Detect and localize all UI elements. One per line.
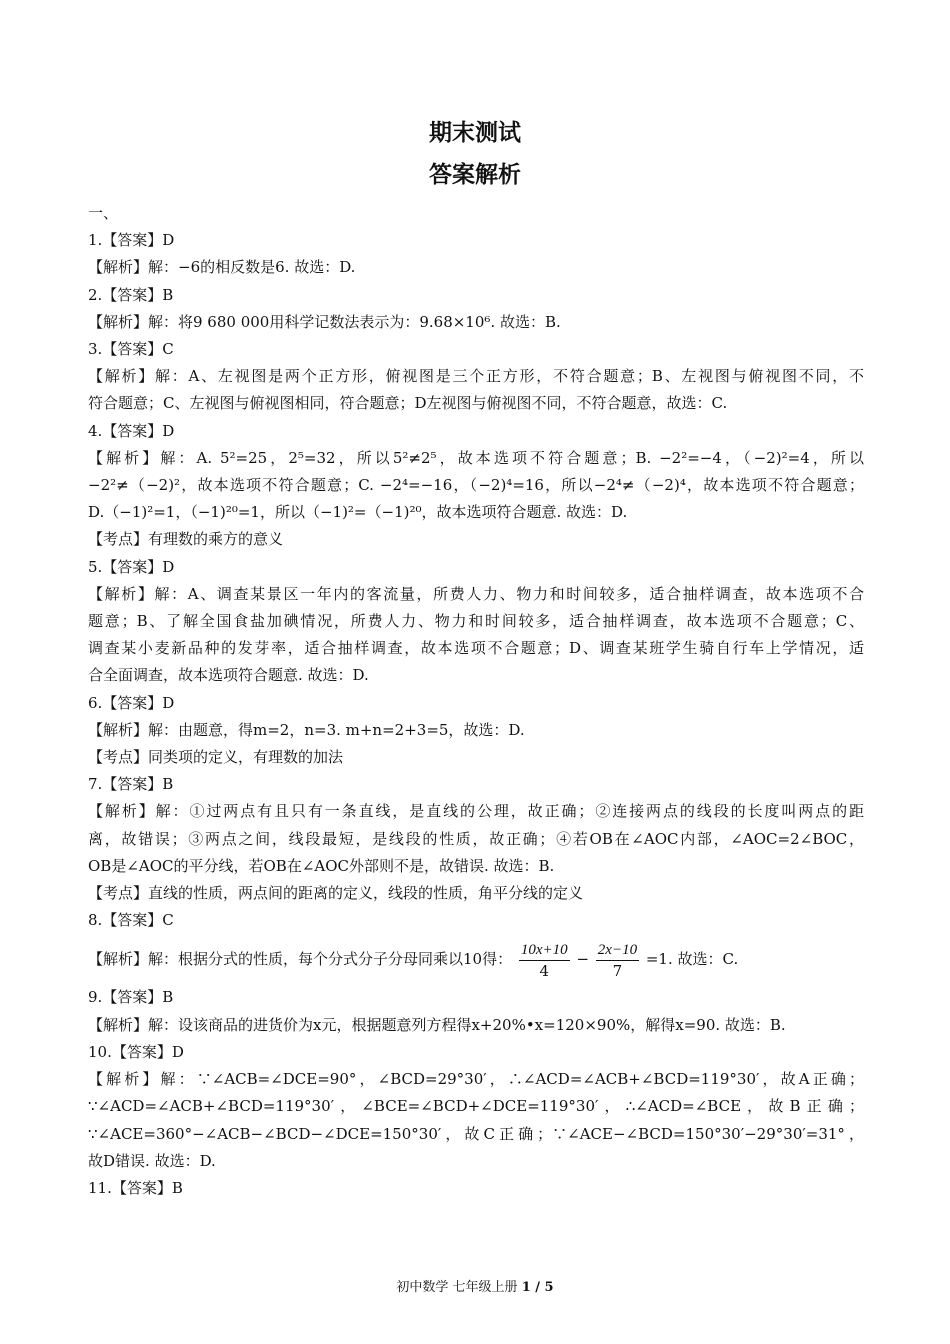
answer-content (88, 200, 864, 1202)
footer-page-number: 1 / 5 (521, 1280, 554, 1295)
fraction-1-numerator: 10x+10 (519, 940, 570, 961)
explanation-line: OB是∠AOC的平分线，若OB在∠AOC外部则不是，故错误. 故选：B. (88, 856, 555, 875)
page-footer (0, 1276, 950, 1295)
equation-tail: =1. 故选：C. (645, 950, 739, 969)
page-subtitle: 答案解析 (429, 162, 521, 188)
explanation-line: 【解析】解：A. 5²=25，2⁵=32，所以5²≠2⁵，故本选项不符合题意；B. −2²=−4，（−2)²=4，所以 (88, 448, 864, 467)
answer-line: 4.【答案】D (88, 421, 175, 440)
explanation-line: 【解析】解：①过两点有且只有一条直线，是直线的公理，故正确；②连接两点的线段的长度叫两点的距 (88, 802, 864, 821)
fraction-1-denominator: 4 (539, 961, 550, 980)
explanation-line: 题意；B、了解全国食盐加碘情况，所费人力、物力和时间较多，适合抽样调查，故本选项不合题意；C、 (88, 612, 864, 631)
answer-line: 5.【答案】D (88, 557, 175, 576)
explanation-line: 调查某小麦新品种的发芽率，适合抽样调查，故本选项不合题意；D、调查某班学生骑自行车上学情况，适 (88, 639, 864, 658)
answer-line: 8.【答案】C (88, 911, 174, 930)
explanation-line: ∵∠ACE=360°−∠ACB−∠BCD−∠DCE=150°30′，故C正确；∵∠ACE−∠BCD=150°30′−29°30′=31°， (88, 1124, 864, 1143)
explanation-text: 【解析】解：根据分式的性质，每个分式分子分母同乘以10得： (88, 950, 513, 969)
fraction-1 (519, 940, 570, 981)
answer-line: 7.【答案】B (88, 775, 174, 794)
footer-course: 初中数学 七年级上册 (396, 1280, 518, 1295)
page-title: 期末测试 (429, 120, 521, 146)
fraction-2-numerator: 2x−10 (596, 940, 639, 961)
explanation-line: 【解析】解：将9 680 000用科学记数法表示为：9.68×10⁶. 故选：B. (88, 312, 561, 331)
explanation-line: −2²≠（−2)²，故本选项不符合题意；C. −2⁴=−16，（−2)⁴=16，所以−2⁴≠（−2)⁴，故本选项不符合题意； (88, 476, 864, 495)
knowledge-point: 【考点】直线的性质，两点间的距离的定义，线段的性质，角平分线的定义 (88, 884, 584, 903)
fraction-2-denominator: 7 (612, 961, 623, 980)
explanation-line-fraction (88, 934, 864, 984)
explanation-line: 【解析】解：A、调查某景区一年内的客流量，所费人力、物力和时间较多，适合抽样调查，故本选项不合 (88, 584, 864, 603)
answer-line: 3.【答案】C (88, 340, 174, 359)
explanation-line: D.（−1)²=1，（−1)²⁰=1，所以（−1)²=（−1)²⁰，故本选项符合题意. 故选：D. (88, 503, 628, 522)
fraction-2 (596, 940, 639, 981)
knowledge-point: 【考点】有理数的乘方的意义 (88, 530, 284, 549)
explanation-line: 故D错误. 故选：D. (88, 1151, 216, 1170)
answer-line: 10.【答案】D (88, 1042, 184, 1061)
explanation-line: 符合题意；C、左视图与俯视图相同，符合题意；D左视图与俯视图不同，不符合题意，故选：C. (88, 394, 728, 413)
answer-line: 2.【答案】B (88, 285, 174, 304)
answer-line: 1.【答案】D (88, 231, 175, 250)
explanation-line: 合全面调查，故本选项符合题意. 故选：D. (88, 666, 369, 685)
explanation-line: 离，故错误；③两点之间，线段最短，是线段的性质，故正确；④若OB在∠AOC内部，∠AOC=2∠BOC， (88, 829, 864, 848)
minus-operator: − (576, 950, 590, 969)
section-heading: 一、 (88, 204, 119, 222)
answer-line: 6.【答案】D (88, 693, 175, 712)
explanation-line: 【解析】解：A、左视图是两个正方形，俯视图是三个正方形，不符合题意；B、左视图与俯视图不同，不 (88, 367, 864, 386)
answer-line: 11.【答案】B (88, 1178, 183, 1197)
knowledge-point: 【考点】同类项的定义，有理数的加法 (88, 748, 344, 767)
explanation-line: 【解析】解：设该商品的进货价为x元，根据题意列方程得x+20%•x=120×90%，解得x=90. 故选：B. (88, 1015, 786, 1034)
explanation-line: 【解析】解：由题意，得m=2，n=3. m+n=2+3=5，故选：D. (88, 720, 525, 739)
explanation-line: 【解析】解：−6的相反数是6. 故选：D. (88, 258, 356, 277)
answer-line: 9.【答案】B (88, 988, 174, 1007)
explanation-line: 【解析】解：∵∠ACB=∠DCE=90°，∠BCD=29°30′，∴∠ACD=∠ACB+∠BCD=119°30′，故A正确； (88, 1070, 864, 1089)
explanation-line: ∵∠ACD=∠ACB+∠BCD=119°30′，∠BCE=∠BCD+∠DCE=119°30′，∴∠ACD=∠BCE，故B正确； (88, 1097, 864, 1116)
